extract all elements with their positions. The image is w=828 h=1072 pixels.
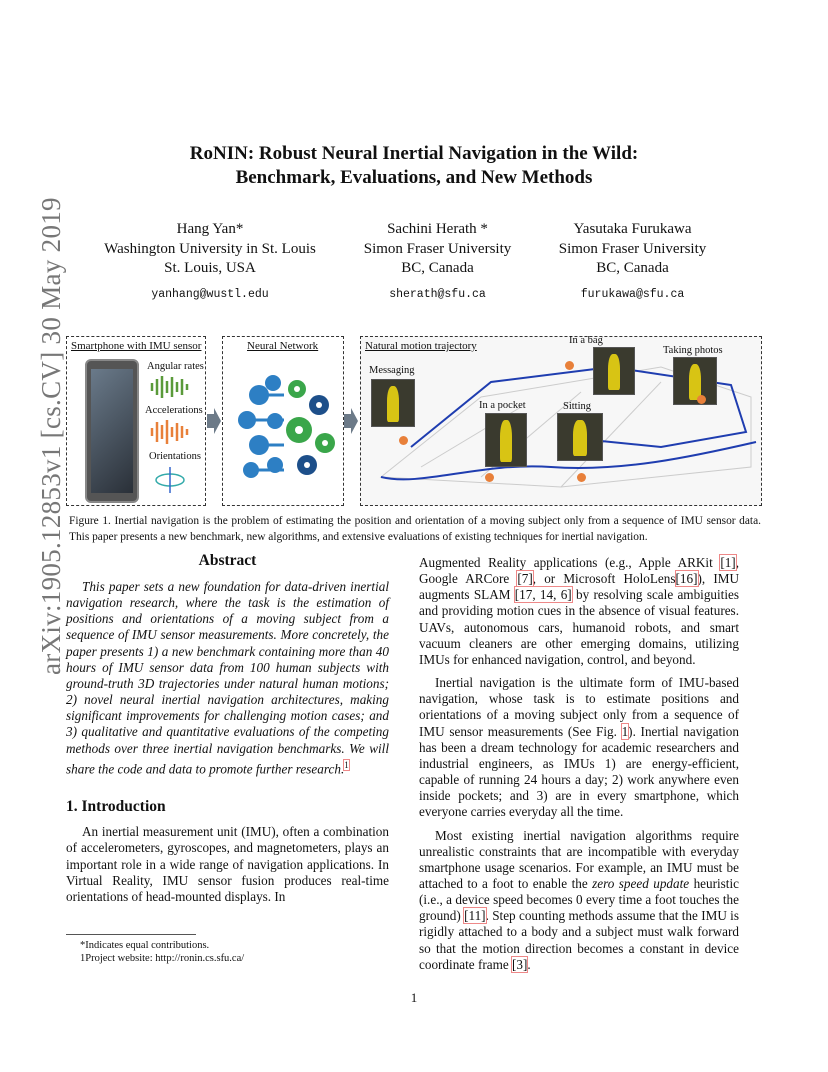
photo-pocket [485,413,527,467]
author-location: BC, Canada [401,260,474,276]
author-location: St. Louis, USA [164,260,256,276]
arrow-right-icon [344,408,358,434]
photo-taking-photos [673,357,717,405]
citation-link[interactable]: [17, 14, 6] [514,587,572,603]
title-line-2: Benchmark, Evaluations, and New Methods [235,167,593,188]
photo-label-sitting: Sitting [563,401,592,412]
arxiv-identifier: arXiv:1905.12853v1 [cs.CV] 30 May 2019 [36,197,66,675]
brain-gears-icon [229,365,339,495]
paragraph-ar-slam [419,555,739,668]
citation-link[interactable]: [16] [675,571,698,587]
text: Augmented Reality applications (e.g., Apple ARKit [419,555,721,570]
text: heuristic (i.e., a device speed becomes 0 every time a foot touches the ground) [419,875,739,924]
author-name: Yasutaka Furukawa [573,221,692,237]
abstract-heading: Abstract [198,552,257,569]
accelerometer-signal-icon [149,419,193,445]
intro-paragraph: An inertial measurement unit (IMU), often a combination of accelerometers, gyroscopes, and magnetometers, plays an important role in a wide range of navigation applications. In Virtual Reality, IMU sensor fusion produces real-time orientations of head-mounted displays. In [66,824,389,904]
text: Most existing inertial navigation algorithms require unrealistic constraints that are incompatible with everyday smartphone usage scenarios. For example, an IMU must be attached to a foot to enable the [419,827,739,891]
emphasis: zero speed update [592,875,690,891]
text: Inertial navigation is the ultimate form of IMU-based navigation, whose task is to estimate positions and orientations of a moving subject only from a sequence of IMU sensor measurements (See Fig. [419,675,739,739]
author-affiliation: Simon Fraser University [558,240,707,257]
trajectory-marker [485,473,494,482]
footnote-equal-contribution: *Indicates equal contributions. [80,940,210,951]
paragraph-inertial-navigation [419,675,739,820]
text: ), IMU augments SLAM [419,571,739,603]
footnote-rule [66,934,196,935]
figure-1 [66,336,762,508]
citation-link[interactable]: [7] [517,571,533,587]
panel-trajectory [360,336,762,506]
author-email: yanhang@wustl.edu [151,287,269,301]
abstract-body: This paper sets a new foundation for data-driven inertial navigation research, where the task is the estimation of positions and orientations of a moving subject from a sequence of IMU sensor measurements. More concretely, the paper presents 1) a new benchmark containing more than 40 hours of IMU sensor data from 100 human subjects with ground-truth 3D trajectories under natural human motions; 2) novel neural inertial navigation architectures, making significant improvements for challenging motion cases; and 3) qualitative and quantitative evaluations of the competing methods over three inertial navigation benchmarks. We will share the code and data to promote further research. [66,579,389,777]
author-email: furukawa@sfu.ca [580,287,685,301]
trajectory-marker [577,473,586,482]
author-block-1 [85,220,335,304]
text: . Step counting methods assume that the IMU is rigidly attached to a body and a subject must walk forward so that the motion direction becomes a constant in device coordinate frame [419,908,739,972]
panel-label-trajectory: Natural motion trajectory [365,340,477,352]
author-block-3 [540,220,725,304]
label-angular-rates: Angular rates [147,361,204,372]
trajectory-marker [399,436,408,445]
label-accelerations: Accelerations [145,405,203,416]
author-affiliation: Washington University in St. Louis [104,240,316,257]
text: by resolving scale ambiguities and providing motion cues in the absence of visual features. UAVs, autonomous cars, humanoid robots, and smart vacuum cleaners are other emerging domains, utilizing IMUs for enhanced navigation, control, and beyond. [419,587,739,667]
footnotes [80,939,390,965]
photo-bag [593,347,635,395]
label-orientations: Orientations [149,451,201,462]
page-number: 1 [410,990,418,1005]
citation-link[interactable]: [1] [720,555,736,570]
panel-label-smartphone: Smartphone with IMU sensor [71,340,202,352]
panel-label-neural-network: Neural Network [247,340,319,352]
text: , or Microsoft HoloLens [532,571,676,587]
smartphone-illustration [85,359,139,503]
right-column [419,555,739,973]
author-affiliation: Simon Fraser University [363,240,512,257]
arrow-right-icon [207,408,221,434]
footnote-project-website[interactable]: 1Project website: http://ronin.cs.sfu.ca/ [80,953,245,964]
figure-caption: Figure 1. Inertial navigation is the problem of estimating the position and orientation of a moving subject only from a sequence of IMU sensor data. This paper presents a new benchmark, new algorithms, and extensive evaluations of existing techniques for inertial navigation. [69,515,761,543]
photo-label-messaging: Messaging [369,365,415,376]
text: ). Inertial navigation has been a dream technology for academic researchers and industrial engineers, as IMUs 1) are energy-efficient, capable of running 24 hours a day; 2) work anywhere even inside pockets; and 3) are in every smartphone, which everyone carries everyday all the time. [419,723,739,820]
photo-label-bag: In a bag [569,335,603,346]
author-email: sherath@sfu.ca [389,287,486,301]
abstract-text [66,579,389,777]
footnote-link[interactable]: 1 [344,759,349,770]
section-heading-introduction: 1. Introduction [66,798,166,816]
figure-link[interactable]: 1 [621,723,629,739]
author-location: BC, Canada [596,260,669,276]
text: , Google ARCore [419,555,739,587]
trajectory-marker [697,395,706,404]
gyroscope-signal-icon [149,375,193,399]
panel-neural-network [222,336,344,506]
photo-label-pocket: In a pocket [479,400,526,411]
orientation-icon [153,465,187,495]
author-block-2 [345,220,530,304]
citation-link[interactable]: [3] [512,956,528,972]
author-name: Sachini Herath * [387,221,488,237]
title-line-1: RoNIN: Robust Neural Inertial Navigation in the Wild: [189,143,639,164]
trajectory-marker [565,361,574,370]
paragraph-existing-algorithms [419,828,739,973]
photo-sitting [557,413,603,461]
author-name: Hang Yan* [176,221,244,237]
citation-link[interactable]: [11] [464,908,486,924]
paper-title [0,142,828,190]
photo-messaging [371,379,415,427]
left-column [66,552,389,905]
photo-label-taking-photos: Taking photos [663,345,723,356]
text: . [527,956,531,972]
panel-smartphone [66,336,206,506]
